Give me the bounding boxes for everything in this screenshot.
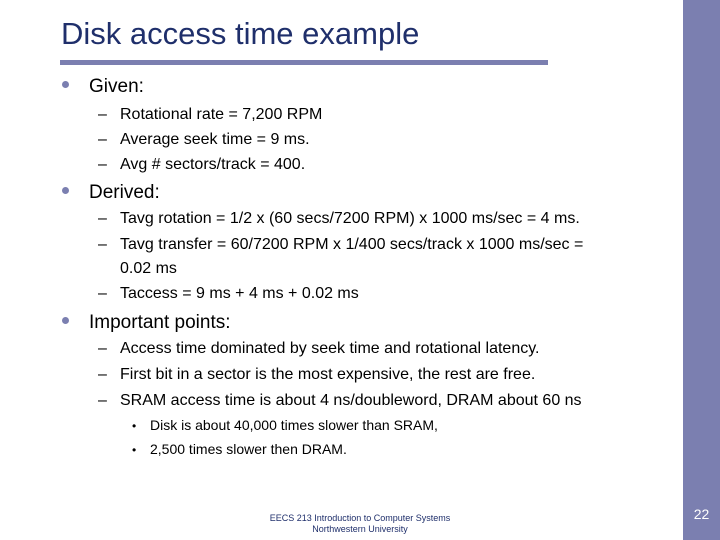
bullet-given — [62, 76, 144, 98]
dash-icon: – — [98, 285, 107, 302]
bullet-dot-icon — [62, 81, 69, 88]
derived-item-2 — [98, 236, 583, 254]
small-bullet-icon: • — [132, 419, 137, 433]
slide-title: Disk access time example — [61, 16, 420, 51]
list-item: Tavg rotation = 1/2 x (60 secs/7200 RPM) x 1000 ms/sec = 4 ms. — [120, 210, 580, 227]
list-subitem: 2,500 times slower then DRAM. — [150, 441, 347, 457]
derived-item-2-continuation: 0.02 ms — [120, 260, 177, 277]
section-heading: Important points: — [89, 312, 231, 333]
small-bullet-icon: • — [132, 443, 137, 457]
important-subitem-1 — [132, 417, 438, 433]
list-item: Rotational rate = 7,200 RPM — [120, 106, 323, 123]
dash-icon: – — [98, 156, 107, 173]
footer-university: Northwestern University — [312, 524, 408, 534]
page-number: 22 — [693, 506, 710, 522]
list-item: Tavg transfer = 60/7200 RPM x 1/400 secs/track x 1000 ms/sec = — [120, 236, 584, 253]
list-item: Taccess = 9 ms + 4 ms + 0.02 ms — [120, 285, 359, 302]
derived-item-3 — [98, 285, 359, 303]
dash-icon: – — [98, 106, 107, 123]
important-item-3 — [98, 392, 582, 410]
dash-icon: – — [98, 236, 107, 253]
important-item-1 — [98, 340, 539, 358]
important-subitem-2 — [132, 441, 347, 457]
list-item: Average seek time = 9 ms. — [120, 131, 310, 148]
dash-icon: – — [98, 392, 107, 409]
given-item-1 — [98, 106, 322, 124]
list-item: Avg # sectors/track = 400. — [120, 156, 306, 173]
given-item-3 — [98, 156, 305, 174]
title-underline — [60, 60, 548, 65]
list-subitem: Disk is about 40,000 times slower than SRAM, — [150, 417, 438, 433]
derived-item-1 — [98, 210, 580, 228]
dash-icon: – — [98, 340, 107, 357]
section-heading: Derived: — [89, 182, 160, 203]
important-item-2 — [98, 366, 535, 384]
bullet-important — [62, 312, 231, 334]
dash-icon: – — [98, 366, 107, 383]
list-item: Access time dominated by seek time and rotational latency. — [120, 340, 540, 357]
footer-course: EECS 213 Introduction to Computer Systems — [269, 513, 451, 523]
section-heading: Given: — [89, 76, 144, 97]
list-item: First bit in a sector is the most expensive, the rest are free. — [120, 366, 536, 383]
bullet-derived — [62, 182, 160, 204]
dash-icon: – — [98, 210, 107, 227]
slide-footer — [250, 513, 470, 535]
bullet-dot-icon — [62, 187, 69, 194]
bullet-dot-icon — [62, 317, 69, 324]
dash-icon: – — [98, 131, 107, 148]
slide-side-bar — [683, 0, 720, 540]
list-item: SRAM access time is about 4 ns/doubleword, DRAM about 60 ns — [120, 392, 582, 409]
given-item-2 — [98, 131, 310, 149]
